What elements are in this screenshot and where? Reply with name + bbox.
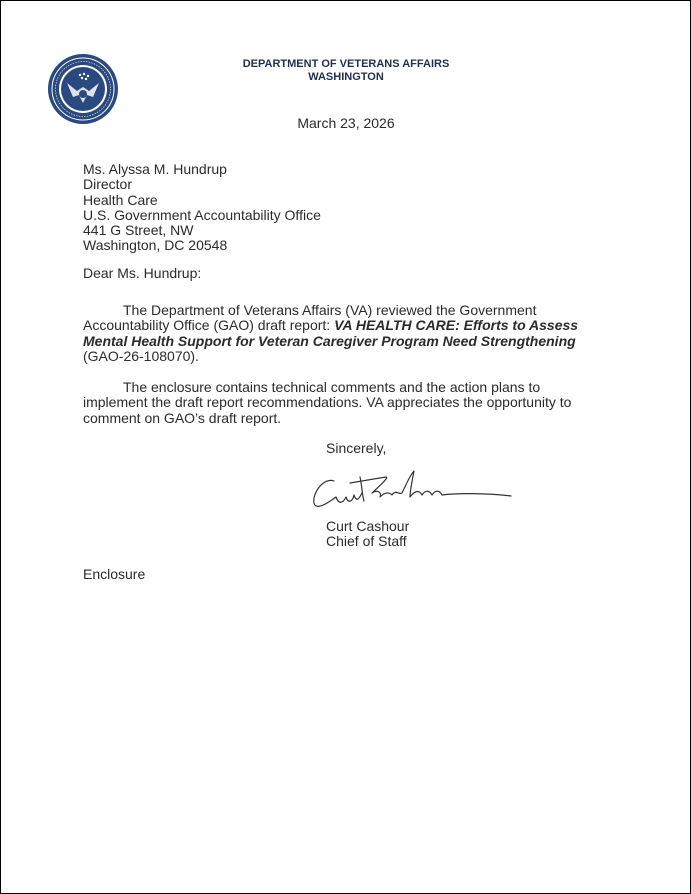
address-line: Health Care xyxy=(83,191,158,208)
enclosure-note: Enclosure xyxy=(83,566,146,582)
va-seal-icon xyxy=(47,53,119,125)
valediction: Sincerely, xyxy=(326,440,387,456)
address-line: Director xyxy=(83,176,133,193)
signer-title: Chief of Staff xyxy=(326,533,407,550)
letter-date: March 23, 2026 xyxy=(297,115,395,131)
report-title: VA HEALTH CARE: Efforts to Assess Mental Health Support for Veteran Caregiver Program Need Strengthening xyxy=(83,317,579,349)
body-paragraph-1 xyxy=(83,303,603,364)
letterhead xyxy=(171,58,521,84)
paragraph-text: The enclosure contains technical comments and the action plans to implement the draft report recommendations. VA appreciates the opportunity to comment on GAO’s draft report. xyxy=(83,379,572,426)
paragraph-text: (GAO-26-108070). xyxy=(83,347,199,364)
signature-icon xyxy=(306,463,521,518)
address-line: 441 G Street, NW xyxy=(83,222,194,239)
address-line: U.S. Government Accountability Office xyxy=(83,206,321,223)
department-city: WASHINGTON xyxy=(308,71,384,83)
department-name: DEPARTMENT OF VETERANS AFFAIRS xyxy=(242,58,450,70)
signer-name: Curt Cashour xyxy=(326,518,410,534)
address-line: Ms. Alyssa M. Hundrup xyxy=(83,161,227,177)
signer-block xyxy=(326,519,409,550)
address-line: Washington, DC 20548 xyxy=(83,237,228,254)
body-paragraph-2 xyxy=(83,380,603,426)
recipient-address xyxy=(83,162,321,254)
salutation: Dear Ms. Hundrup: xyxy=(83,265,202,281)
paragraph-text: The Department of Veterans Affairs (VA) reviewed the Government Accountability Office (GAO) draft report: xyxy=(83,302,537,334)
